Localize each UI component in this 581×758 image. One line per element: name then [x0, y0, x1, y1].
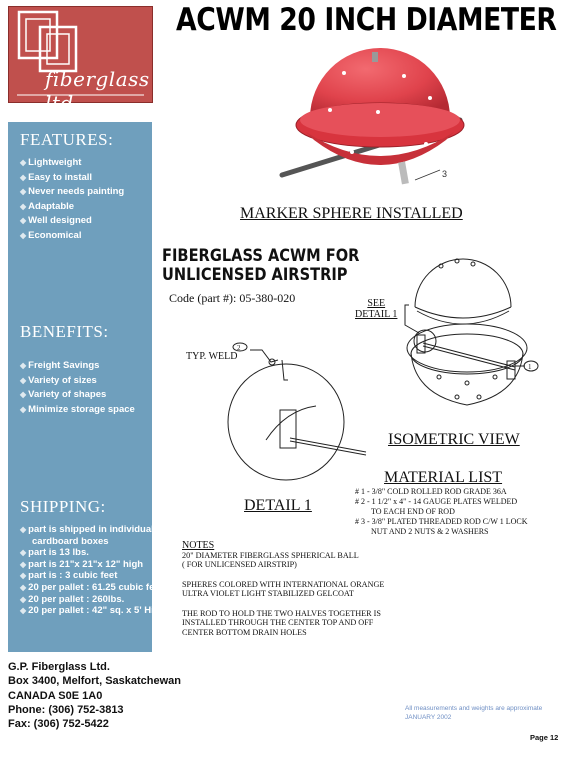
note-line: ULTRA VIOLET LIGHT STABILIZED GELCOAT: [182, 589, 354, 598]
callout-3-label: 3: [442, 169, 448, 179]
benefits-heading: BENEFITS:: [20, 322, 109, 341]
page-title: ACWM 20 INCH DIAMETER: [176, 2, 557, 38]
list-item: ◆ 20 per pallet : 61.25 cubic feet: [20, 581, 163, 593]
disclaimer: [405, 704, 542, 722]
notes-heading: NOTES: [182, 540, 215, 551]
disclaimer-text: All measurements and weights are approximate: [405, 705, 543, 712]
bullet-icon: ◆: [20, 201, 27, 211]
list-item: ◆ 20 per pallet : 260lbs.: [20, 593, 125, 605]
logo-text: fiberglass ltd.: [45, 67, 150, 115]
list-item: ◆ Well designed: [20, 215, 92, 226]
callout-1-label: 1: [528, 363, 532, 371]
bullet-icon: ◆: [20, 525, 27, 534]
list-item: # 2 - 1 1/2" x 4" - 14 GAUGE PLATES WELDED: [355, 497, 518, 506]
list-item: ◆ part is 13 lbs.: [20, 547, 89, 559]
list-item: TO EACH END OF ROD: [371, 507, 455, 516]
page-number: Page 12: [530, 733, 559, 742]
installed-caption: MARKER SPHERE INSTALLED: [240, 205, 463, 222]
bullet-icon: ◆: [20, 187, 27, 196]
bullet-icon: ◆: [20, 594, 27, 604]
benefits-list: [20, 359, 135, 417]
material-list-heading: MATERIAL LIST: [384, 469, 503, 486]
bullet-icon: ◆: [20, 230, 27, 240]
list-item: ◆ Adaptable: [20, 200, 75, 212]
notes-block: [182, 541, 384, 637]
list-item: ◆ Easy to install: [20, 171, 93, 183]
see-detail-label: SEE DETAIL 1: [355, 298, 398, 320]
list-item: # 1 - 3/8" COLD ROLLED ROD GRADE 36A: [355, 487, 507, 496]
list-item: ◆ Minimize storage space: [20, 403, 135, 415]
product-subtitle: [162, 247, 359, 285]
typ-weld-label: TYP. WELD: [186, 351, 238, 362]
features-heading: FEATURES:: [20, 130, 114, 149]
list-item: NUT AND 2 NUTS & 2 WASHERS: [371, 527, 489, 536]
bullet-icon: ◆: [20, 559, 27, 569]
callout-2-label: 2: [237, 344, 241, 352]
list-item: ◆ part is : 3 cubic feet: [20, 570, 118, 582]
bullet-icon: ◆: [20, 606, 27, 616]
bullet-icon: ◆: [20, 582, 27, 592]
bullet-icon: ◆: [20, 571, 27, 581]
detail-1-drawing: [226, 340, 376, 490]
list-item: ◆ Variety of sizes: [20, 374, 97, 386]
fax-number: Fax: (306) 752-5422: [8, 718, 109, 731]
note-line: 20" DIAMETER FIBERGLASS SPHERICAL BALL: [182, 550, 359, 560]
bullet-icon: ◆: [20, 375, 27, 385]
list-item: ◆ part is 21"x 21"x 12" high: [20, 558, 144, 570]
company-name: G.P. Fiberglass Ltd.: [8, 661, 110, 673]
bullet-icon: ◆: [20, 390, 27, 399]
note-line: INSTALLED THROUGH THE CENTER TOP AND OFF: [182, 618, 374, 627]
list-item: ◆ Lightweight: [20, 157, 82, 168]
subtitle-line: UNLICENSED AIRSTRIP: [162, 265, 348, 285]
list-item: # 3 - 3/8" PLATED THREADED ROD C/W 1 LOCK: [355, 517, 528, 526]
detail-caption: DETAIL 1: [244, 497, 312, 514]
material-list: [355, 487, 528, 537]
note-line: THE ROD TO HOLD THE TWO HALVES TOGETHER IS: [182, 608, 381, 618]
bullet-icon: ◆: [20, 216, 27, 225]
note-line: SPHERES COLORED WITH INTERNATIONAL ORANGE: [182, 579, 385, 589]
list-item: ◆ 20 per pallet : 42" sq. x 5' High: [20, 605, 166, 617]
document-date: JANUARY 2002: [405, 714, 452, 721]
list-item: ◆ Freight Savings: [20, 360, 100, 371]
part-code: Code (part #): 05-380-020: [169, 291, 296, 305]
bullet-icon: ◆: [20, 548, 27, 558]
list-item: ◆ Never needs painting: [20, 186, 125, 197]
list-item: ◆ Economical: [20, 229, 82, 241]
address-line: Box 3400, Melfort, Saskatchewan: [8, 675, 182, 688]
note-line: ( FOR UNLICENSED AIRSTRIP): [182, 560, 297, 569]
subtitle-line: FIBERGLASS ACWM FOR: [162, 246, 360, 266]
company-logo: [8, 6, 153, 115]
shipping-heading: SHIPPING:: [20, 497, 106, 516]
phone-number: Phone: (306) 752-3813: [8, 703, 124, 716]
list-item: ◆ part is shipped in individual: [20, 524, 154, 535]
contact-block: [8, 660, 181, 731]
bullet-icon: ◆: [20, 361, 27, 370]
sphere-installed-image: [270, 40, 470, 198]
note-line: CENTER BOTTOM DRAIN HOLES: [182, 627, 307, 637]
info-sidebar: [8, 122, 166, 652]
bullet-icon: ◆: [20, 172, 27, 182]
bullet-icon: ◆: [20, 404, 27, 414]
features-list: [20, 156, 124, 243]
bullet-icon: ◆: [20, 158, 27, 167]
address-line: CANADA S0E 1A0: [8, 689, 103, 702]
shipping-list: [20, 524, 165, 617]
list-item: ◆ Variety of shapes: [20, 389, 107, 400]
isometric-caption: ISOMETRIC VIEW: [388, 431, 520, 448]
isometric-drawing: [395, 245, 565, 425]
list-item: cardboard boxes: [32, 535, 109, 547]
